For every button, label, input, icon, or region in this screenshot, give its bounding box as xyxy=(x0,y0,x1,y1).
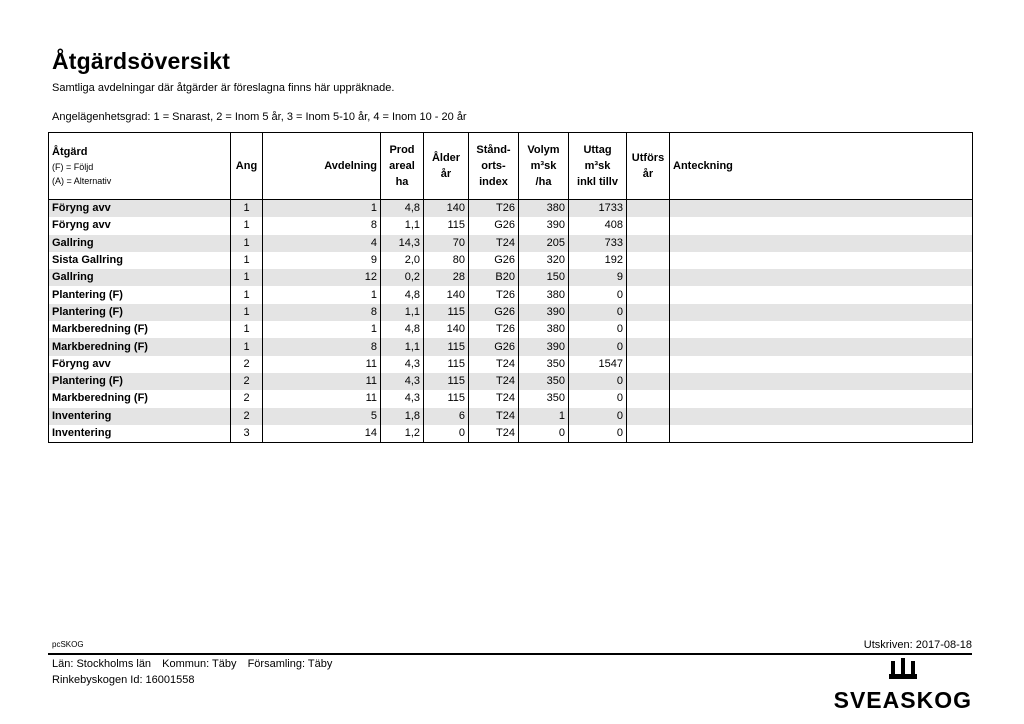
cell-atgard: Föryng avv xyxy=(49,200,231,218)
crown-icon xyxy=(888,658,918,680)
table-row xyxy=(49,373,973,390)
header-avdelning: Avdelning xyxy=(263,133,381,200)
cell-volym: 380 xyxy=(519,321,569,338)
cell-volym: 0 xyxy=(519,425,569,443)
table-header-row xyxy=(49,133,973,200)
cell-avdelning: 4 xyxy=(263,235,381,252)
cell-standortsindex: G26 xyxy=(469,217,519,234)
cell-uttag: 0 xyxy=(569,286,627,303)
cell-uttag: 9 xyxy=(569,269,627,286)
cell-utfors xyxy=(627,373,670,390)
cell-prod-areal: 4,8 xyxy=(381,286,424,303)
cell-utfors xyxy=(627,252,670,269)
cell-uttag: 733 xyxy=(569,235,627,252)
cell-avdelning: 1 xyxy=(263,200,381,218)
cell-ang: 1 xyxy=(231,286,263,303)
cell-standortsindex: G26 xyxy=(469,252,519,269)
cell-ang: 2 xyxy=(231,390,263,407)
cell-utfors xyxy=(627,408,670,425)
cell-alder: 115 xyxy=(424,304,469,321)
cell-uttag: 1547 xyxy=(569,356,627,373)
cell-ang: 1 xyxy=(231,200,263,218)
cell-atgard: Inventering xyxy=(49,425,231,443)
table-row xyxy=(49,200,973,218)
cell-ang: 1 xyxy=(231,269,263,286)
cell-prod-areal: 4,3 xyxy=(381,390,424,407)
cell-utfors xyxy=(627,321,670,338)
cell-uttag: 0 xyxy=(569,321,627,338)
header-atgard: Åtgärd (F) = Följd (A) = Alternativ xyxy=(49,133,231,200)
cell-uttag: 0 xyxy=(569,373,627,390)
cell-atgard: Gallring xyxy=(49,269,231,286)
cell-uttag: 0 xyxy=(569,304,627,321)
cell-anteckning xyxy=(670,286,973,303)
cell-atgard: Markberedning (F) xyxy=(49,321,231,338)
logo-text: SVEASKOG xyxy=(833,687,972,713)
header-utfors: Utförs år xyxy=(627,133,670,200)
cell-utfors xyxy=(627,217,670,234)
cell-standortsindex: T24 xyxy=(469,373,519,390)
cell-standortsindex: T24 xyxy=(469,390,519,407)
cell-alder: 140 xyxy=(424,321,469,338)
cell-ang: 1 xyxy=(231,252,263,269)
header-anteckning: Anteckning xyxy=(670,133,973,200)
cell-anteckning xyxy=(670,425,973,443)
cell-utfors xyxy=(627,356,670,373)
cell-volym: 380 xyxy=(519,286,569,303)
cell-prod-areal: 0,2 xyxy=(381,269,424,286)
cell-volym: 390 xyxy=(519,338,569,355)
cell-avdelning: 11 xyxy=(263,373,381,390)
cell-alder: 115 xyxy=(424,338,469,355)
cell-standortsindex: T26 xyxy=(469,286,519,303)
software-name: pcSKOG xyxy=(52,640,84,649)
table-row xyxy=(49,321,973,338)
cell-alder: 115 xyxy=(424,217,469,234)
cell-anteckning xyxy=(670,252,973,269)
cell-avdelning: 14 xyxy=(263,425,381,443)
cell-atgard: Markberedning (F) xyxy=(49,338,231,355)
cell-utfors xyxy=(627,200,670,218)
cell-alder: 115 xyxy=(424,356,469,373)
cell-prod-areal: 1,1 xyxy=(381,217,424,234)
cell-volym: 350 xyxy=(519,356,569,373)
measures-table xyxy=(48,132,973,443)
cell-utfors xyxy=(627,390,670,407)
header-volym: Volym m³sk /ha xyxy=(519,133,569,200)
cell-ang: 1 xyxy=(231,338,263,355)
cell-atgard: Plantering (F) xyxy=(49,286,231,303)
print-date: Utskriven: 2017-08-18 xyxy=(863,639,972,651)
header-alder: Ålder år xyxy=(424,133,469,200)
lan-label: Län: Stockholms län xyxy=(52,658,152,670)
cell-avdelning: 1 xyxy=(263,321,381,338)
cell-atgard: Föryng avv xyxy=(49,356,231,373)
table-row xyxy=(49,217,973,234)
header-standortsindex: Stånd- orts- index xyxy=(469,133,519,200)
cell-volym: 1 xyxy=(519,408,569,425)
cell-standortsindex: T24 xyxy=(469,408,519,425)
cell-ang: 3 xyxy=(231,425,263,443)
cell-uttag: 192 xyxy=(569,252,627,269)
location-info xyxy=(52,658,340,670)
table-row xyxy=(49,235,973,252)
cell-anteckning xyxy=(670,304,973,321)
cell-atgard: Sista Gallring xyxy=(49,252,231,269)
table-row xyxy=(49,269,973,286)
cell-avdelning: 8 xyxy=(263,338,381,355)
cell-alder: 115 xyxy=(424,390,469,407)
cell-ang: 1 xyxy=(231,217,263,234)
cell-alder: 6 xyxy=(424,408,469,425)
cell-avdelning: 11 xyxy=(263,390,381,407)
cell-anteckning xyxy=(670,321,973,338)
cell-uttag: 1733 xyxy=(569,200,627,218)
cell-prod-areal: 1,2 xyxy=(381,425,424,443)
cell-avdelning: 8 xyxy=(263,304,381,321)
cell-volym: 350 xyxy=(519,373,569,390)
page-title: Åtgärdsöversikt xyxy=(52,48,231,74)
cell-alder: 115 xyxy=(424,373,469,390)
cell-alder: 140 xyxy=(424,200,469,218)
cell-uttag: 408 xyxy=(569,217,627,234)
table-row xyxy=(49,304,973,321)
cell-alder: 70 xyxy=(424,235,469,252)
cell-ang: 1 xyxy=(231,235,263,252)
cell-volym: 390 xyxy=(519,304,569,321)
cell-uttag: 0 xyxy=(569,408,627,425)
cell-standortsindex: T24 xyxy=(469,425,519,443)
cell-anteckning xyxy=(670,408,973,425)
cell-standortsindex: G26 xyxy=(469,304,519,321)
property-id: Rinkebyskogen Id: 16001558 xyxy=(52,674,195,686)
cell-uttag: 0 xyxy=(569,390,627,407)
cell-standortsindex: G26 xyxy=(469,338,519,355)
cell-alder: 140 xyxy=(424,286,469,303)
cell-anteckning xyxy=(670,356,973,373)
cell-alder: 28 xyxy=(424,269,469,286)
header-atgard-note-alternativ: (A) = Alternativ xyxy=(52,176,112,186)
table-row xyxy=(49,425,973,443)
cell-prod-areal: 1,1 xyxy=(381,338,424,355)
cell-ang: 2 xyxy=(231,408,263,425)
header-ang: Ang xyxy=(231,133,263,200)
table-row xyxy=(49,338,973,355)
cell-utfors xyxy=(627,304,670,321)
priority-legend: Angelägenhetsgrad: 1 = Snarast, 2 = Inom 5 år, 3 = Inom 5-10 år, 4 = Inom 10 - 20 år xyxy=(52,111,467,123)
cell-avdelning: 11 xyxy=(263,356,381,373)
forsamling-label: Församling: Täby xyxy=(247,658,333,670)
kommun-label: Kommun: Täby xyxy=(162,658,237,670)
cell-prod-areal: 1,8 xyxy=(381,408,424,425)
cell-prod-areal: 14,3 xyxy=(381,235,424,252)
cell-standortsindex: B20 xyxy=(469,269,519,286)
cell-ang: 1 xyxy=(231,321,263,338)
cell-prod-areal: 4,3 xyxy=(381,373,424,390)
cell-standortsindex: T24 xyxy=(469,356,519,373)
table-row xyxy=(49,356,973,373)
sveaskog-logo xyxy=(833,656,972,713)
table-row xyxy=(49,286,973,303)
cell-standortsindex: T26 xyxy=(469,321,519,338)
cell-utfors xyxy=(627,269,670,286)
cell-ang: 2 xyxy=(231,356,263,373)
cell-avdelning: 8 xyxy=(263,217,381,234)
cell-utfors xyxy=(627,425,670,443)
cell-anteckning xyxy=(670,200,973,218)
header-uttag: Uttag m³sk inkl tillv xyxy=(569,133,627,200)
cell-anteckning xyxy=(670,269,973,286)
cell-volym: 380 xyxy=(519,200,569,218)
cell-volym: 350 xyxy=(519,390,569,407)
cell-standortsindex: T26 xyxy=(469,200,519,218)
cell-utfors xyxy=(627,338,670,355)
cell-uttag: 0 xyxy=(569,425,627,443)
cell-prod-areal: 4,3 xyxy=(381,356,424,373)
cell-avdelning: 5 xyxy=(263,408,381,425)
cell-ang: 1 xyxy=(231,304,263,321)
cell-atgard: Gallring xyxy=(49,235,231,252)
cell-atgard: Plantering (F) xyxy=(49,304,231,321)
cell-atgard: Markberedning (F) xyxy=(49,390,231,407)
cell-prod-areal: 4,8 xyxy=(381,321,424,338)
header-atgard-note-foljd: (F) = Följd xyxy=(52,162,94,172)
cell-anteckning xyxy=(670,235,973,252)
footer-divider xyxy=(48,653,972,655)
cell-utfors xyxy=(627,286,670,303)
page-subtitle: Samtliga avdelningar där åtgärder är föreslagna finns här uppräknade. xyxy=(52,82,395,94)
cell-anteckning xyxy=(670,338,973,355)
cell-atgard: Plantering (F) xyxy=(49,373,231,390)
header-prod-areal: Prod areal ha xyxy=(381,133,424,200)
cell-volym: 205 xyxy=(519,235,569,252)
table-body xyxy=(49,200,973,443)
cell-prod-areal: 2,0 xyxy=(381,252,424,269)
cell-anteckning xyxy=(670,390,973,407)
cell-avdelning: 12 xyxy=(263,269,381,286)
cell-atgard: Föryng avv xyxy=(49,217,231,234)
cell-avdelning: 1 xyxy=(263,286,381,303)
cell-volym: 320 xyxy=(519,252,569,269)
cell-alder: 0 xyxy=(424,425,469,443)
cell-volym: 390 xyxy=(519,217,569,234)
cell-uttag: 0 xyxy=(569,338,627,355)
cell-alder: 80 xyxy=(424,252,469,269)
cell-anteckning xyxy=(670,217,973,234)
table-row xyxy=(49,390,973,407)
cell-volym: 150 xyxy=(519,269,569,286)
cell-utfors xyxy=(627,235,670,252)
cell-avdelning: 9 xyxy=(263,252,381,269)
cell-atgard: Inventering xyxy=(49,408,231,425)
cell-prod-areal: 1,1 xyxy=(381,304,424,321)
table-row xyxy=(49,408,973,425)
cell-standortsindex: T24 xyxy=(469,235,519,252)
cell-prod-areal: 4,8 xyxy=(381,200,424,218)
table-row xyxy=(49,252,973,269)
cell-ang: 2 xyxy=(231,373,263,390)
cell-anteckning xyxy=(670,373,973,390)
